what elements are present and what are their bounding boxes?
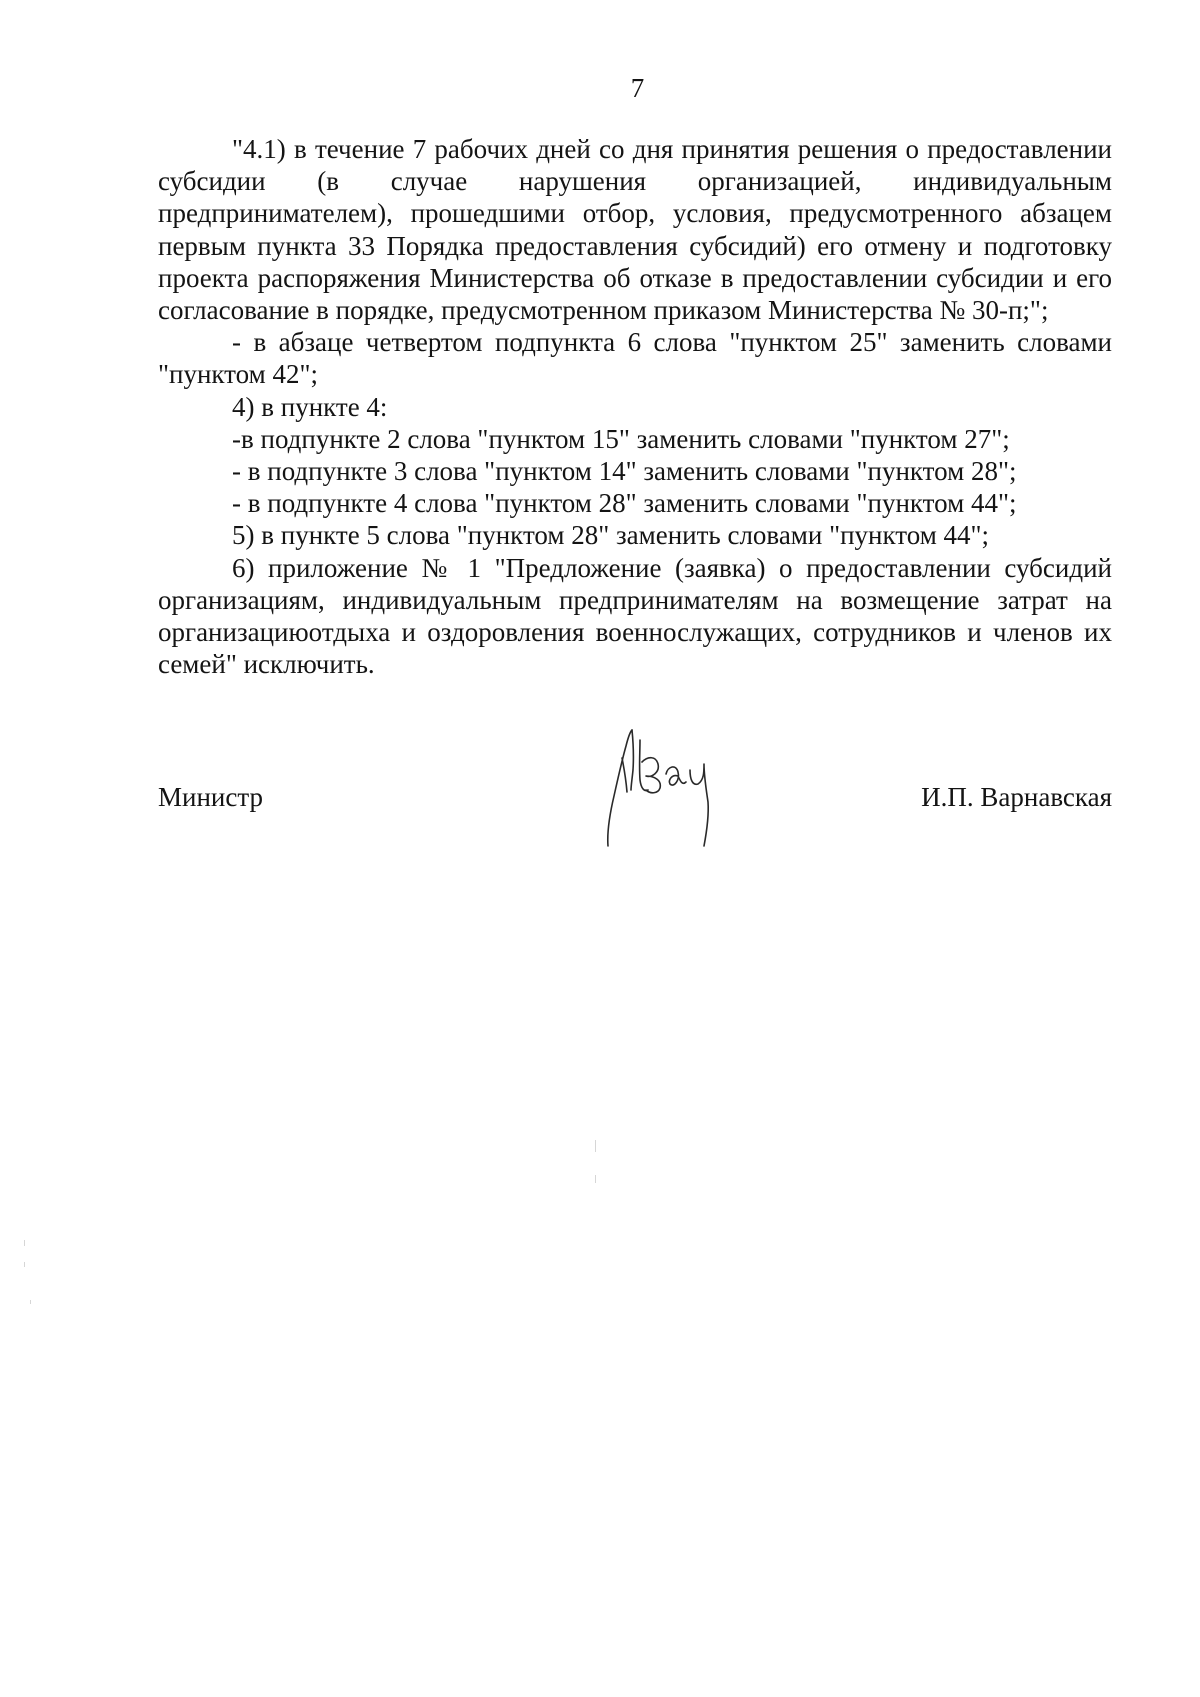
paragraph-point-6: 6) приложение № 1 "Предложение (заявка) о предоставлении субсидий организациям, индивидуальным предпринимателям на возмещение затрат на организациюотдыха и оздоровления военнослужащих, сотрудников и членов их семей" исключить. bbox=[158, 552, 1112, 680]
paragraph-subpoint-3: - в подпункте 3 слова "пунктом 14" заменить словами "пунктом 28"; bbox=[232, 456, 1017, 487]
signatory-title: Министр bbox=[158, 782, 263, 812]
paragraph-subpoint-2: -в подпункте 2 слова "пунктом 15" заменить словами "пунктом 27"; bbox=[232, 423, 1010, 454]
paragraph-4-1: "4.1) в течение 7 рабочих дней со дня принятия решения о предоставлении субсидии (в случае нарушения организацией, индивидуальным предпринимателем), прошедшими отбор, условия, предусмотренного абзацем первым пункта 33 Порядка предоставления субсидий) его отмену и подготовку проекта распоряжения Министерства об отказе в предоставлении субсидии и его согласование в порядке, предусмотренном приказом Министерства № 30-п;"; bbox=[158, 134, 1112, 326]
signature-block bbox=[158, 781, 1112, 817]
paragraph-subpoint-4: - в подпункте 4 слова "пунктом 28" заменить словами "пунктом 44"; bbox=[232, 488, 1017, 519]
paragraph-subpoint-6-amendment: - в абзаце четвертом подпункта 6 слова "пунктом 25" заменить словами "пунктом 42"; bbox=[158, 327, 1112, 390]
paragraph-point-5: 5) в пункте 5 слова "пунктом 28" заменить словами "пунктом 44"; bbox=[232, 520, 990, 551]
document-body bbox=[158, 133, 1112, 680]
signatory-name: И.П. Варнавская bbox=[921, 782, 1112, 812]
page-number: 7 bbox=[630, 73, 645, 103]
paragraph-point-4-heading: 4) в пункте 4: bbox=[232, 391, 388, 422]
